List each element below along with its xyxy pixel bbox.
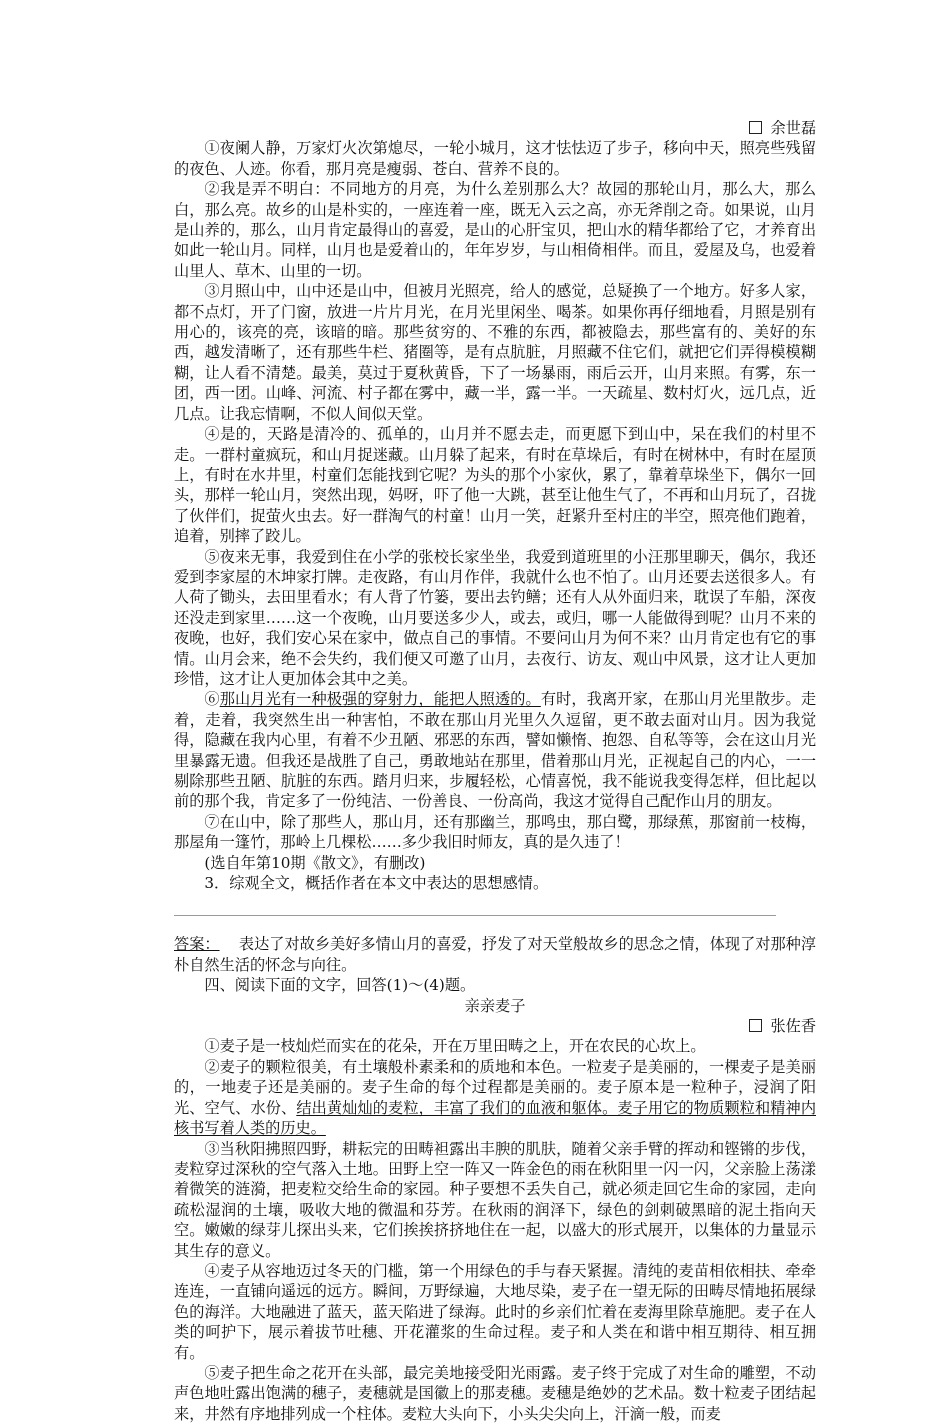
essay2-paragraph-3: ③当秋阳拂照四野，耕耘完的田畴袒露出丰腴的肌肤，随着父亲手臂的挥动和铿锵的步伐，麦粒穿过深秋的空气落入土地。田野上空一阵又一阵金色的雨在秋阳里一闪一闪，父亲脸上荡漾着微笑的涟漪，把麦粒交给生命的家园。种子要想不丢失自己，就必须走回它生命的家园，走向疏松湿润的土壤，吸收大地的微温和芬芳。在秋雨的润泽下，绿色的剑刺破黑暗的泥土指向天空。嫩嫩的绿芽儿探出头来，它们挨挨挤挤地住在一起，以盛大的形式展开，以集体的力量显示其生存的意义。 (174, 1139, 816, 1260)
essay2-author: 张佐香 (770, 1017, 816, 1036)
paragraph-2-start: ②麦子的颗粒很美，有土壤般朴素柔和的质地和本色。一粒麦子是美丽的，一棵麦子是美丽的，一地麦子还是美丽的。麦子生命的每个过程都是美丽的。麦子原本是一粒种子，浸润了阳光、空气、水份、 (174, 1057, 816, 1117)
essay1-source: (选自年第10期《散文》，有删改) (204, 853, 426, 872)
answer-text: 表达了对故乡美好多情山月的喜爱，抒发了对天堂般故乡的思念之情，体现了对那种淳朴自然生活的怀念与向往。 (174, 935, 816, 974)
essay2-author-line (174, 1016, 816, 1036)
essay1-paragraph-6 (174, 689, 816, 811)
question-3: 3．综观全文，概括作者在本文中表达的思想感情。 (204, 874, 549, 893)
essay1-author: 余世磊 (770, 119, 816, 137)
essay1-author-line (174, 118, 816, 138)
essay1-paragraph-1: ①夜阑人静，万家灯火次第熄尽，一轮小城月，这才怯怯迈了步子，移向中天，照亮些残留的夜色、人迹。你看，那月亮是瘦弱、苍白、营养不良的。 (174, 139, 816, 178)
answer (174, 934, 816, 975)
essay1-paragraph-4: ④是的，天路是清冷的、孤单的，山月并不愿去走，而更愿下到山中，呆在我们的村里不走。一群村童疯玩，和山月捉迷藏。山月躲了起来，有时在草垛后，有时在树林中，有时在屋顶上，有时在水井里，村童们怎能找到它呢？为头的那个小家伙，累了，靠着草垛坐下，偶尔一回头，那样一轮山月，突然出现，妈呀，吓了他一大跳，甚至让他生气了，不再和山月玩了，召拢了伙伴们，捉萤火虫去。好一群淘气的村童！山月一笑，赶紧升至村庄的半空，照亮他们跑着，追着，别摔了跤儿。 (174, 425, 816, 546)
section-heading: 四、阅读下面的文字，回答(1)～(4)题。 (204, 976, 476, 995)
document-page (174, 118, 816, 1424)
author-box-icon (749, 121, 762, 134)
answer-label: 答案： (174, 935, 220, 954)
essay1-paragraph-3: ③月照山中，山中还是山中，但被月光照亮，给人的感觉，总疑换了一个地方。好多人家，都不点灯，开了门窗，放进一片片月光，在月光里闲坐、喝茶。如果你再仔细地看，月照是别有用心的，该亮的亮，该暗的暗。那些贫穷的、不雅的东西，都被隐去，那些富有的、美好的东西，越发清晰了，还有那些牛栏、猪圈等，是有点肮脏，月照藏不住它们，就把它们弄得模模糊糊，让人看不清楚。最美，莫过于夏秋黄昏，下了一场暴雨，雨后云开，山月来照。有雾，东一团，西一团。山峰、河流、村子都在雾中，藏一半，露一半。一天疏星、数村灯火，远几点，近几点。让我忘情啊，不似人间似天堂。 (174, 282, 816, 423)
essay2-paragraph-5: ⑤麦子把生命之花开在头部，最完美地接受阳光雨露。麦子终于完成了对生命的雕塑，不动声色地吐露出饱满的穗子，麦穗就是国徽上的那麦穗。麦穗是绝妙的艺术品。数十粒麦子团结起来，井然有序地排列成一个柱体。麦粒大头向下，小头尖尖向上，汗滴一般，而麦 (174, 1363, 816, 1423)
underlined-sentence: 结出黄灿灿的麦粒，丰富了我们的血液和躯体。麦子用它的物质颗粒和精神内核书写着人类的历史。 (174, 1098, 817, 1138)
paragraph-6-rest: 有时，我离开家，在那山月光里散步。走着，走着，我突然生出一种害怕，不敢在那山月光里久久逗留，更不敢去面对山月。因为我觉得，隐藏在我内心里，有着不少丑陋、邪恶的东西，譬如懒惰、抱怨、自私等等，会在这山月光里暴露无遗。但我还是战胜了自己，勇敢地站在那里，借着那山月光，正视起自己的内心，一一剔除那些丑陋、肮脏的东西。踏月归来，步履轻松，心情喜悦，我不能说我变得怎样，但比起以前的那个我，肯定多了一份纯洁、一份善良、一份高尚，我这才觉得自己配作山月的朋友。 (174, 690, 817, 811)
essay2-paragraph-4: ④麦子从容地迈过冬天的门槛，第一个用绿色的手与春天紧握。清纯的麦苗相依相扶、牵牵连连，一直铺向遥远的远方。瞬间，万野绿遍，大地尽染，麦子在一望无际的田畴尽情地拓展绿色的海洋。大地融进了蓝天，蓝天陷进了绿海。此时的乡亲们忙着在麦海里除草施肥。麦子在人类的呵护下，展示着拔节吐穗、开花灌浆的生命过程。麦子和人类在和谐中相互期待、相互拥有。 (174, 1261, 816, 1362)
essay1-paragraph-2: ②我是弄不明白：不同地方的月亮，为什么差别那么大？故园的那轮山月，那么大，那么白，那么亮。故乡的山是朴实的，一座连着一座，既无入云之高，亦无斧削之奇。如果说，山月是山养的，那么，山月肯定最得山的喜爱，是山的心肝宝贝，把山水的精华都给了它，才养育出如此一轮山月。同样，山月也是爱着山的，年年岁岁，与山相倚相伴。而且，爱屋及乌，也爱着山里人、草木、山里的一切。 (174, 180, 816, 280)
essay2-title: 亲亲麦子 (464, 996, 526, 1015)
author-box-icon (749, 1019, 762, 1032)
underlined-sentence: 那山月光有一种极强的穿射力，能把人照透的。 (219, 690, 541, 709)
essay1-paragraph-5: ⑤夜来无事，我爱到住在小学的张校长家坐坐，我爱到道班里的小汪那里聊天，偶尔，我还爱到李家屋的木坤家打牌。走夜路，有山月作伴，我就什么也不怕了。山月还要去送很多人。有人荷了锄头，去田里看水；有人背了竹篓，要出去钓鳝；还有人从外面归来，耽误了车船，深夜还没走到家里……这一个夜晚，山月要送多少人，或去，或归，哪一人能做得到呢？山月不来的夜晚，也好，我们安心呆在家中，做点自己的事情。不要问山月为何不来？山月肯定也有它的事情。山月会来，绝不会失约，我们便又可邀了山月，去夜行、访友、观山中风景，这才让人更加珍惜，这才让人更加体会其中之美。 (174, 547, 816, 688)
essay2-paragraph-1: ①麦子是一枝灿烂而实在的花朵，开在万里田畴之上，开在农民的心坎上。 (204, 1037, 706, 1056)
essay1-paragraph-7: ⑦在山中，除了那些人，那山月，还有那幽兰，那鸣虫，那白鹭，那绿蕉，那窗前一枝梅，那屋角一篷竹，那岭上几棵松……多少我旧时师友，真的是久违了！ (174, 812, 816, 852)
paragraph-6-number: ⑥ (204, 690, 220, 709)
answer-blank-line (174, 893, 776, 916)
essay2-paragraph-2 (174, 1057, 816, 1139)
